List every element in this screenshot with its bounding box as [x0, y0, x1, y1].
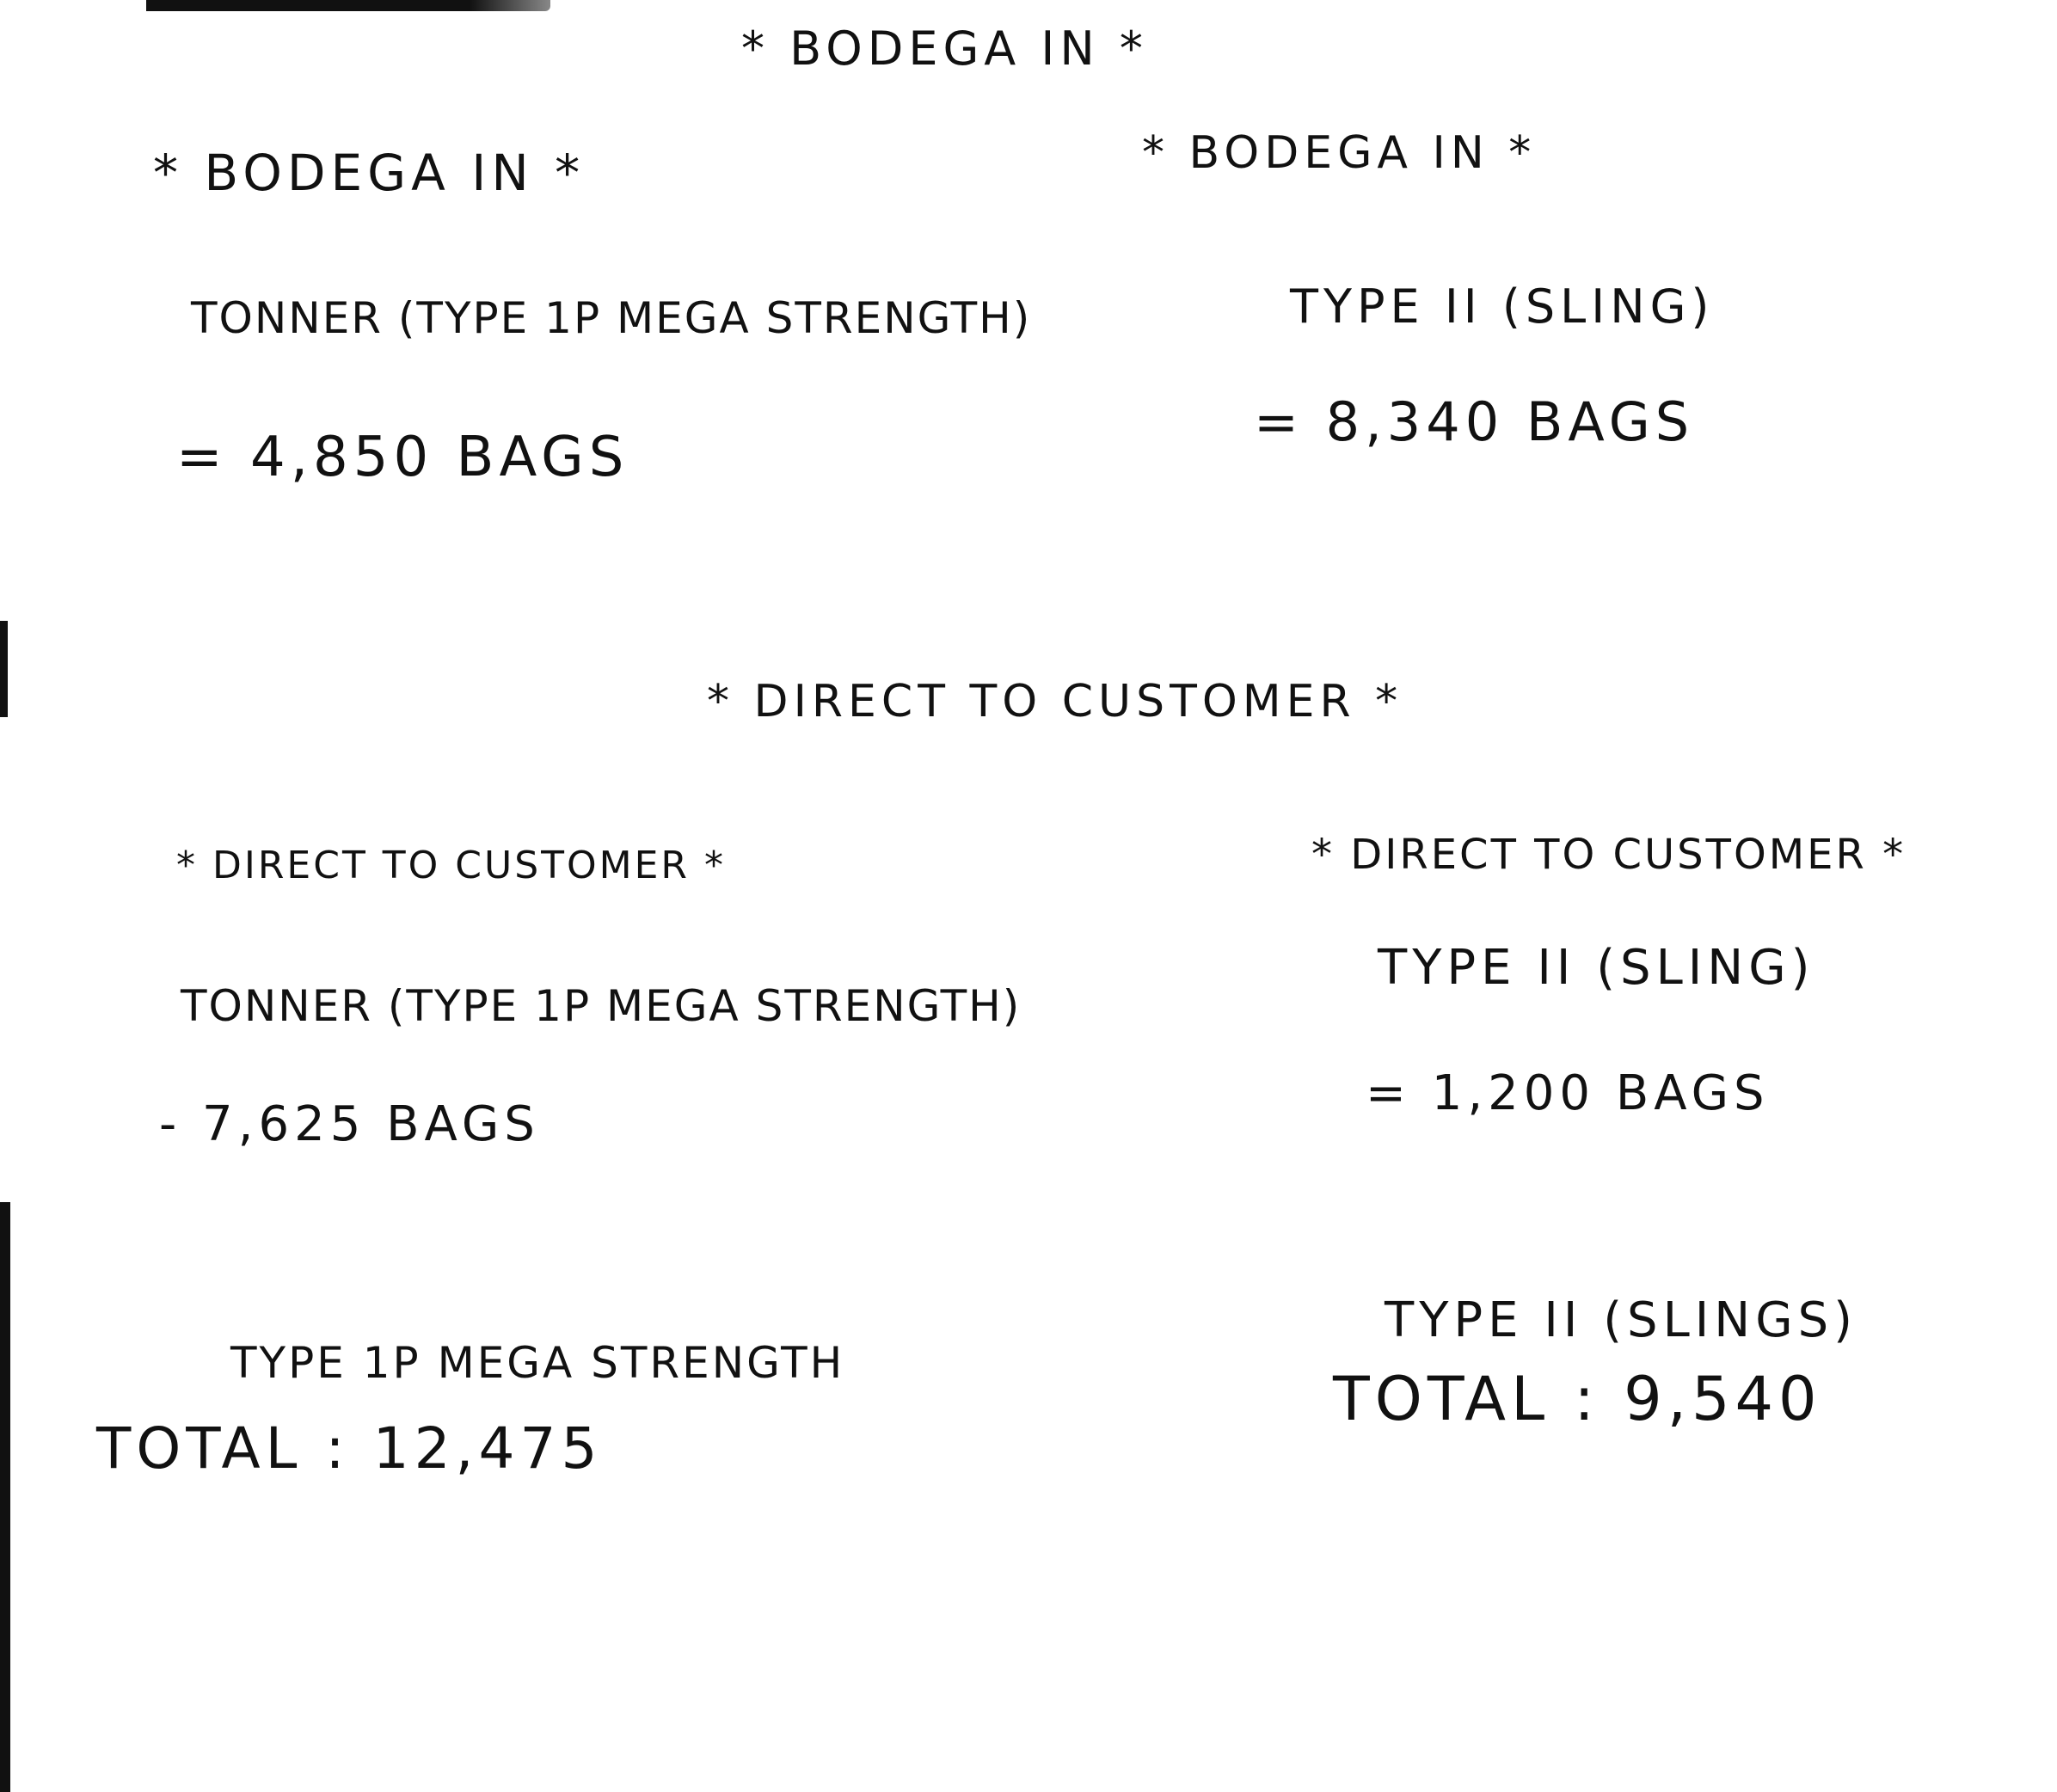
- direct-to-customer-title: * DIRECT TO CUSTOMER *: [707, 676, 1403, 727]
- bodega-in-left-heading: * BODEGA IN *: [153, 144, 586, 202]
- direct-right-heading: * DIRECT TO CUSTOMER *: [1311, 831, 1907, 879]
- bodega-in-right-quantity: = 8,340 BAGS: [1254, 390, 1695, 453]
- total-left-value: TOTAL : 12,475: [96, 1415, 603, 1482]
- bodega-in-left-quantity: = 4,850 BAGS: [176, 426, 629, 489]
- direct-left-quantity: - 7,625 BAGS: [159, 1096, 540, 1152]
- direct-left-item: TONNER (TYPE 1P MEGA STRENGTH): [181, 981, 1022, 1031]
- scan-edge-shadow-left: [0, 621, 8, 717]
- direct-right-quantity: = 1,200 BAGS: [1366, 1065, 1770, 1121]
- scan-edge-shadow-top: [146, 0, 550, 11]
- page-title: * BODEGA IN *: [741, 21, 1148, 76]
- scan-edge-shadow-left-lower: [0, 1202, 10, 1792]
- total-left-label: TYPE 1P MEGA STRENGTH: [230, 1338, 845, 1388]
- direct-right-item: TYPE II (SLING): [1378, 940, 1815, 996]
- bodega-in-left-item: TONNER (TYPE 1P MEGA STRENGTH): [191, 293, 1032, 343]
- direct-left-heading: * DIRECT TO CUSTOMER *: [176, 844, 726, 887]
- total-right-value: TOTAL : 9,540: [1333, 1364, 1822, 1434]
- bodega-in-right-item: TYPE II (SLING): [1290, 279, 1715, 334]
- total-right-label: TYPE II (SLINGS): [1385, 1292, 1857, 1348]
- bodega-in-right-heading: * BODEGA IN *: [1142, 127, 1537, 179]
